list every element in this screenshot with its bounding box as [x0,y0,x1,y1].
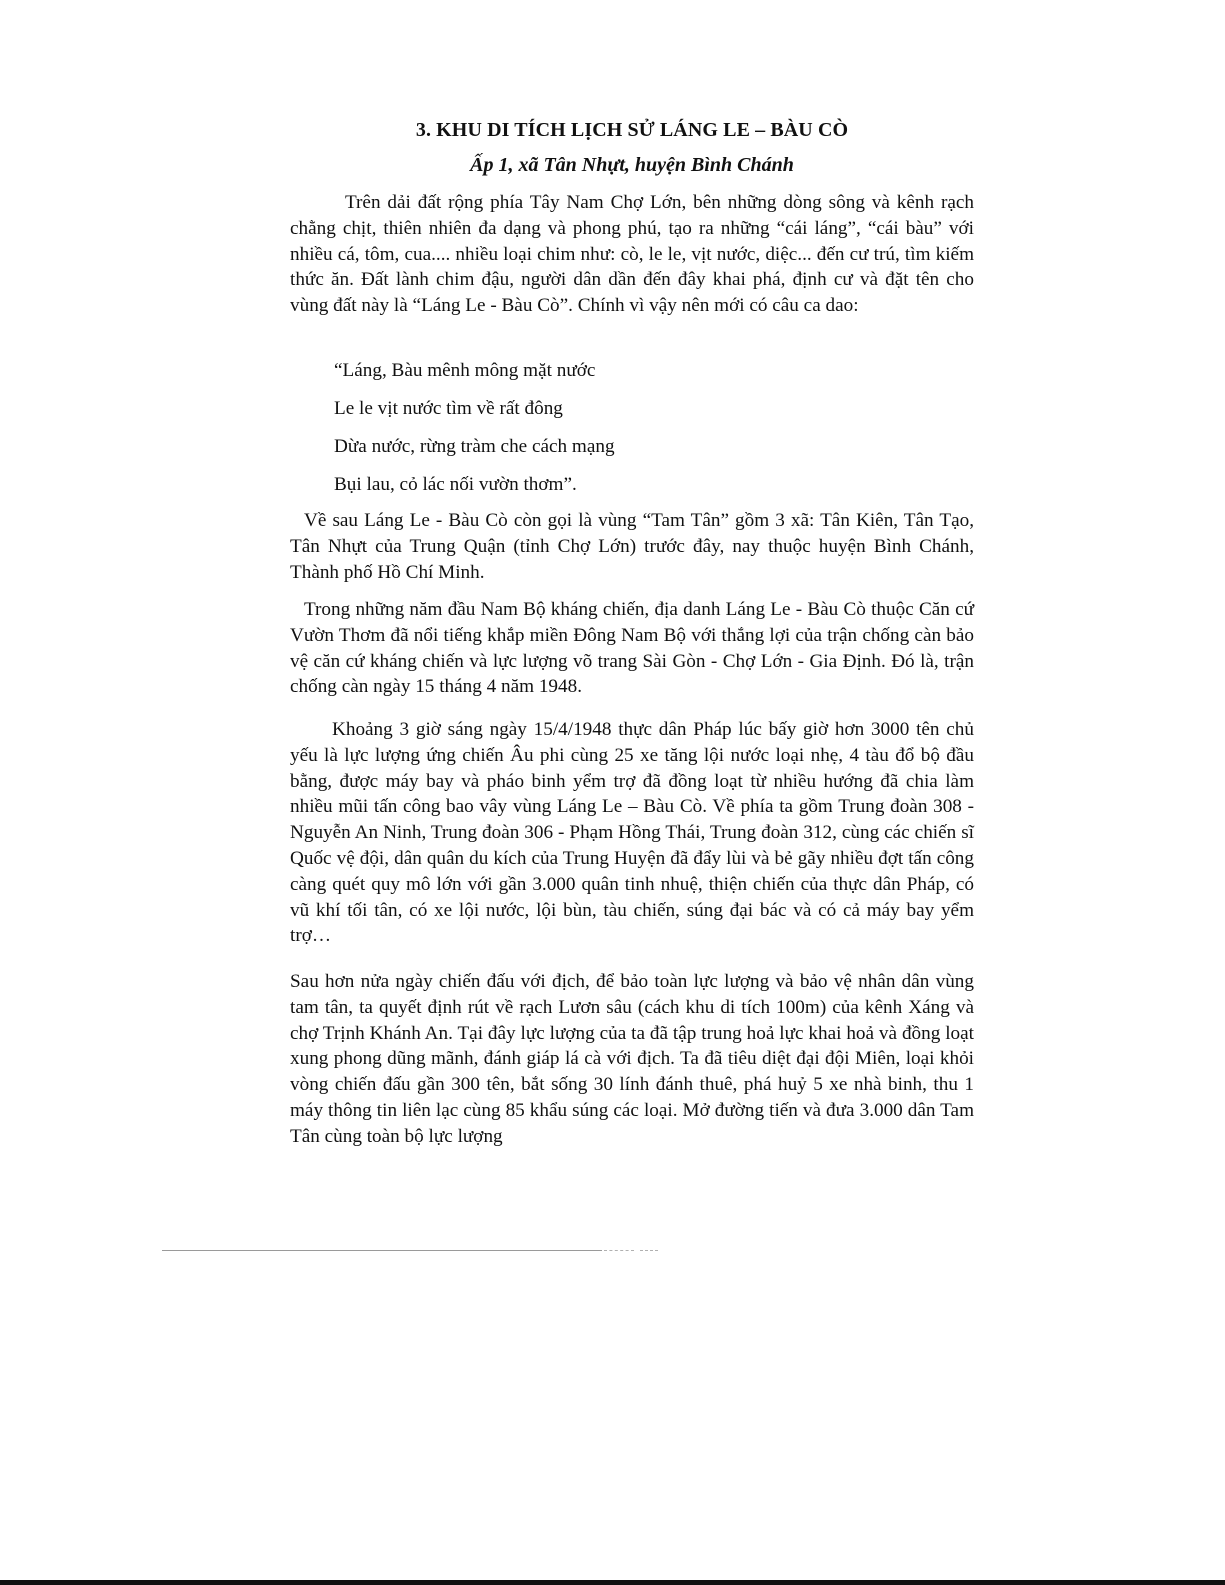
paragraph-tam-tan: Về sau Láng Le - Bàu Cò còn gọi là vùng “Tam Tân” gồm 3 xã: Tân Kiên, Tân Tạo, Tân Nhựt của Trung Quận (tỉnh Chợ Lớn) trước đây, nay thuộc huyện Bình Chánh, Thành phố Hồ Chí Minh. [290,510,974,583]
paragraph-aftermath: Sau hơn nửa ngày chiến đấu với địch, để bảo toàn lực lượng và bảo vệ nhân dân vùng tam tân, ta quyết định rút về rạch Lươn sâu (cách khu di tích 100m) của kênh Xáng và chợ Trịnh Khánh An. Tại đây lực lượng của ta đã tập trung hoả lực khai hoả và đồng loạt xung phong dũng mãnh, đánh giáp lá cà với địch. Ta đã tiêu diệt đại đội Miên, loại khỏi vòng chiến đấu gần 300 tên, bắt sống 30 lính đánh thuê, phá huỷ 5 xe nhà binh, thu 1 máy thông tin liên lạc cùng 85 khẩu súng các loại. Mở đường tiến và đưa 3.000 dân Tam Tân cùng toàn bộ lực lượng [290,971,974,1147]
paragraph-battle: Khoảng 3 giờ sáng ngày 15/4/1948 thực dân Pháp lúc bấy giờ hơn 3000 tên chủ yếu là lực lượng ứng chiến Âu phi cùng 25 xe tăng lội nước loại nhẹ, 4 tàu đổ bộ đầu bằng, được máy bay và pháo binh yểm trợ đã đồng loạt từ nhiều hướng đã chia làm nhiều mũi tấn công bao vây vùng Láng Le – Bàu Cò. Về phía ta gồm Trung đoàn 308 - Nguyễn An Ninh, Trung đoàn 306 - Phạm Hồng Thái, Trung đoàn 312, cùng các chiến sĩ Quốc vệ đội, dân quân du kích của Trung Huyện đã đẩy lùi và bẻ gãy nhiều đợt tấn công càng quét quy mô lớn với gần 3.000 quân tinh nhuệ, thiện chiến của thực dân Pháp, có vũ khí tối tân, có xe lội nước, lội bùn, tàu chiến, súng đại bác và có cả máy bay yểm trợ… [290,719,974,947]
verse-line: Le le vịt nước tìm về rất đông [334,398,563,419]
page-subtitle: Ấp 1, xã Tân Nhựt, huyện Bình Chánh [470,154,794,176]
page-title: 3. KHU DI TÍCH LỊCH SỬ LÁNG LE – BÀU CÒ [415,119,849,141]
footnote-divider [162,1250,602,1251]
verse-line: Bụi lau, cỏ lác nối vườn thơm”. [334,474,577,495]
page-bottom-edge [0,1580,1225,1585]
footnote-divider-dash [640,1250,658,1251]
paragraph-resistance: Trong những năm đầu Nam Bộ kháng chiến, địa danh Láng Le - Bàu Cò thuộc Căn cứ Vườn Thơm đã nổi tiếng khắp miền Đông Nam Bộ với thắng lợi của trận chống càn bảo vệ căn cứ kháng chiến và lực lượng võ trang Sài Gòn - Chợ Lớn - Gia Định. Đó là, trận chống càn ngày 15 tháng 4 năm 1948. [290,599,974,698]
paragraph-intro: Trên dải đất rộng phía Tây Nam Chợ Lớn, bên những dòng sông và kênh rạch chằng chịt, thiên nhiên đa dạng và phong phú, tạo ra những “cái láng”, “cái bàu” với nhiều cá, tôm, cua.... nhiều loại chim như: cò, le le, vịt nước, diệc... đến cư trú, tìm kiếm thức ăn. Đất lành chim đậu, người dân dần đến đây khai phá, định cư và đặt tên cho vùng đất này là “Láng Le - Bàu Cò”. Chính vì vậy nên mới có câu ca dao: [290,192,974,317]
verse-line: “Láng, Bàu mênh mông mặt nước [334,360,596,381]
verse-line: Dừa nước, rừng tràm che cách mạng [334,436,615,457]
footnote-divider-dash [604,1250,634,1251]
